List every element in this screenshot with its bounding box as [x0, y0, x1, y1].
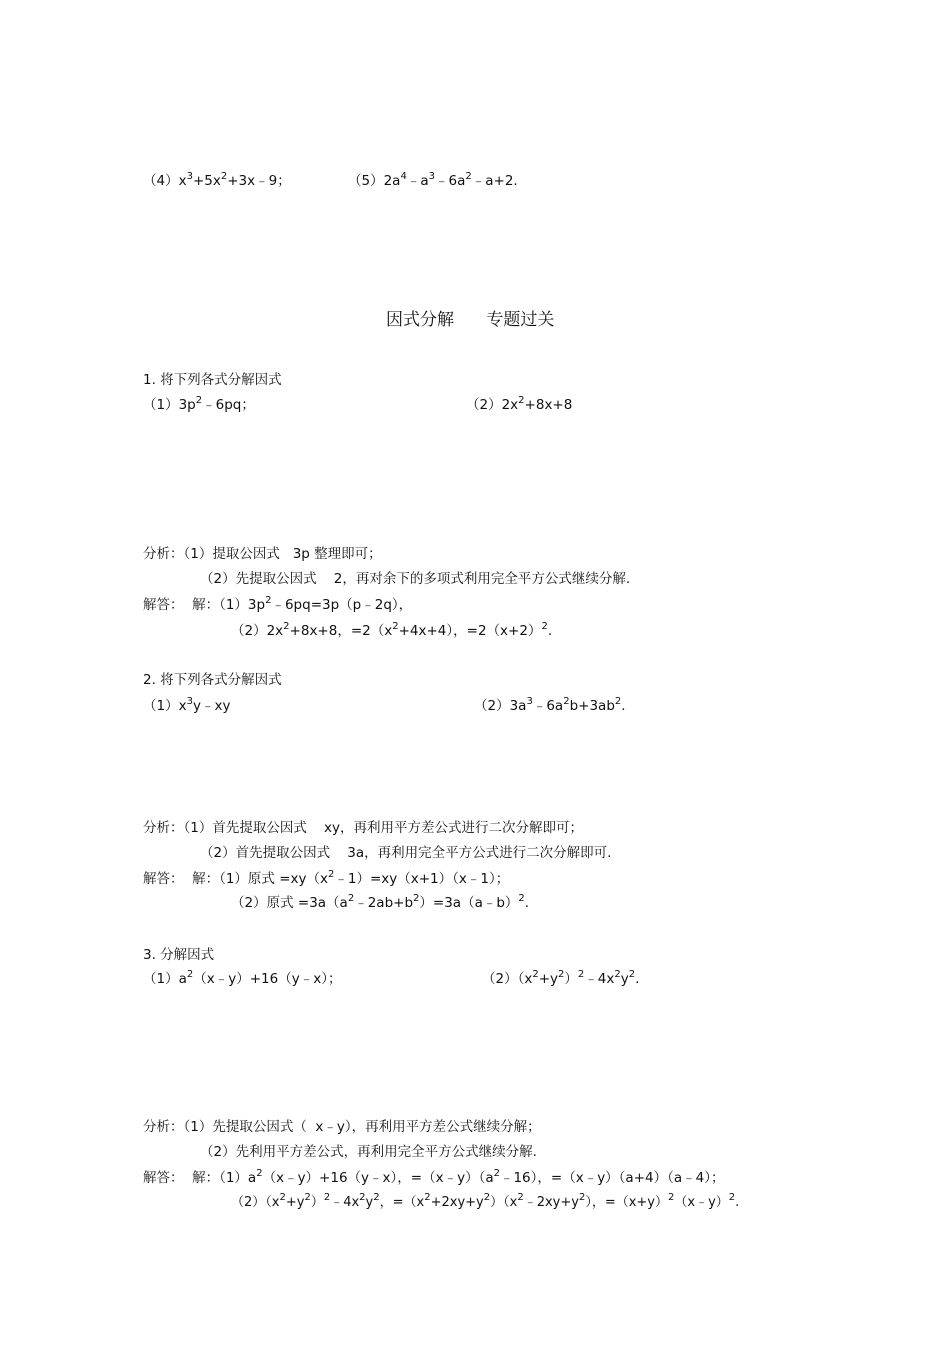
q2-part-2: $(2)3a^3﹣6a^2b+3ab^2$. — [474, 695, 626, 714]
q2-heading: 2. 将下列各式分解因式 — [143, 672, 282, 688]
q2-part-1: $(1)x^3y﹣xy$ — [143, 695, 231, 714]
q3-analysis-1: 分析：（1）先提取公因式（ x﹣y），再利用平方差公式继续分解； — [143, 1119, 541, 1135]
q2-analysis-1: 分析：（1）首先提取公因式 xy，再利用平方差公式进行二次分解即可； — [143, 820, 583, 836]
q3-part-1: $(1)a^2(x﹣y)+16(y﹣x)$； — [143, 968, 342, 987]
problem-4: $(4)x^3+5x^2+3x﹣9$； — [143, 170, 291, 189]
q3-analysis-2: （2）先利用平方差公式，再利用完全平方公式继续分解. — [200, 1144, 537, 1160]
q2-solution-2: （2）原式 $=3a(a^2﹣2ab+b^2)=3a(a﹣b)^2$. — [231, 892, 530, 911]
q2-analysis-2: （2）首先提取公因式 3a，再利用完全平方公式进行二次分解即可. — [200, 845, 612, 861]
q3-solution-2: $(2)(x^2+y^2)^2﹣4x^2y^2$，$=(x^2+2xy+y^2)(x^2﹣2xy+y^2)$，$=(x+y)^2(x﹣y)^2$. — [231, 1191, 740, 1210]
q3-heading: 3. 分解因式 — [143, 947, 215, 963]
q1-solution-1: 解答： 解：$(1)3p^2﹣6pq=3p(p﹣2q)$， — [143, 594, 413, 613]
q1-heading: 1. 将下列各式分解因式 — [143, 372, 282, 388]
page-title: 因式分解 专题过关 — [386, 310, 555, 330]
q1-analysis-1: 分析：（1）提取公因式 3p 整理即可； — [143, 546, 382, 562]
q3-solution-1: 解答： 解：$(1)a^2(x﹣y)+16(y﹣x)$，$=(x﹣y)(a^2﹣16)$，=（x﹣y）（a+4）（a﹣4）； — [143, 1167, 725, 1186]
q2-solution-1: 解答： 解：（1）原式 $=xy(x^2﹣1)=xy(x+1)(x﹣1)$； — [143, 868, 510, 887]
q1-analysis-2: （2）先提取公因式 2，再对余下的多项式利用完全平方公式继续分解. — [200, 571, 631, 587]
problem-5: $(5)2a^4﹣a^3﹣6a^2﹣a+2$. — [348, 170, 518, 189]
q1-part-2: $(2)2x^2+8x+8$ — [466, 394, 573, 413]
q3-part-2: $(2)(x^2+y^2)^2﹣4x^2y^2$. — [482, 968, 640, 987]
q1-solution-2: $(2)2x^2+8x+8$，$=2(x^2+4x+4)$，$=2(x+2)^2$. — [231, 620, 553, 639]
q1-part-1: $(1)3p^2﹣6pq$； — [143, 394, 255, 413]
